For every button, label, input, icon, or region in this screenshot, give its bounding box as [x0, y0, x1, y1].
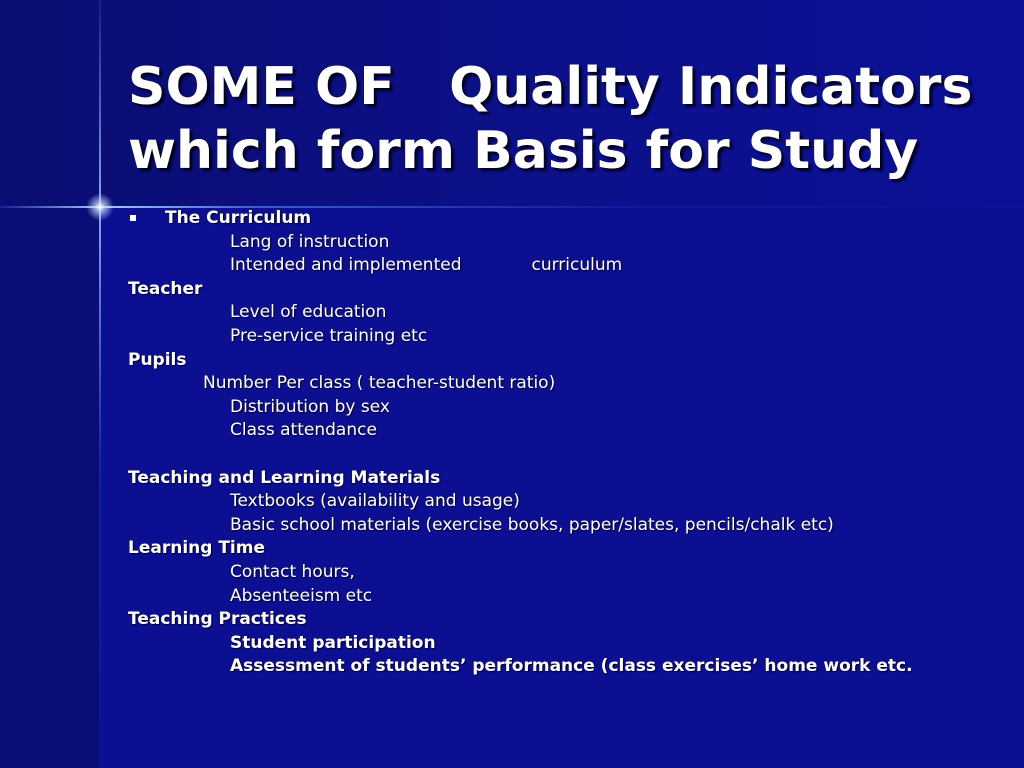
sparkle-icon — [86, 193, 114, 221]
curriculum-heading-text: The Curriculum — [165, 208, 312, 228]
materials-item: Basic school materials (exercise books, paper/slates, pencils/chalk etc) — [230, 514, 834, 535]
materials-heading: Teaching and Learning Materials — [128, 467, 441, 488]
title-line-2: which form Basis for Study — [128, 121, 919, 181]
learning-time-item: Contact hours, — [230, 561, 355, 582]
title-line-1: SOME OF Quality Indicators — [128, 57, 973, 117]
pupils-item: Number Per class ( teacher-student ratio) — [203, 373, 556, 394]
teacher-item: Pre-service training etc — [230, 325, 428, 346]
learning-time-heading: Learning Time — [128, 538, 266, 559]
curriculum-item-part: Intended and implemented — [230, 255, 462, 276]
curriculum-item-part: curriculum — [531, 255, 623, 276]
practices-item: Assessment of students’ performance (class exercises’ home work etc. — [230, 656, 913, 677]
teacher-item: Level of education — [230, 302, 387, 323]
teacher-heading: Teacher — [128, 278, 203, 299]
slide-title — [128, 55, 1008, 183]
left-margin-band — [0, 207, 100, 768]
vertical-accent-line — [99, 0, 101, 768]
pupils-heading: Pupils — [128, 349, 187, 370]
blank-line — [128, 443, 1008, 467]
square-bullet-icon — [130, 215, 136, 221]
curriculum-item: Lang of instruction — [230, 231, 390, 252]
practices-item: Student participation — [230, 632, 436, 653]
practices-heading: Teaching Practices — [128, 609, 307, 630]
pupils-item: Class attendance — [230, 420, 377, 441]
pupils-item: Distribution by sex — [230, 396, 390, 417]
curriculum-heading — [128, 207, 1008, 231]
slide-body — [128, 207, 1008, 679]
curriculum-item — [128, 254, 1008, 278]
materials-item: Textbooks (availability and usage) — [230, 491, 520, 512]
learning-time-item: Absenteeism etc — [230, 585, 373, 606]
